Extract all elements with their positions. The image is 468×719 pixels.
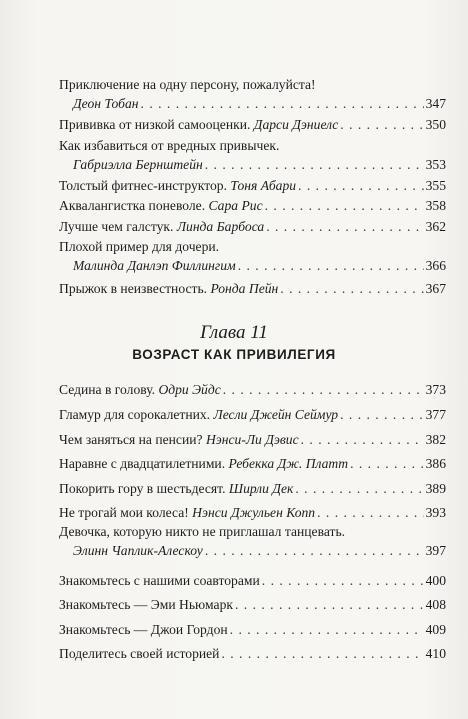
entry-title: Девочка, которую никто не приглашал танцевать. <box>59 524 346 539</box>
leader-dots <box>262 571 424 590</box>
entry-row <box>59 644 446 663</box>
entry-author: Линда Барбоса <box>176 219 265 234</box>
entry-row <box>59 479 446 498</box>
entry-page-number: 362 <box>425 219 446 234</box>
entry-page-number: 397 <box>425 543 446 558</box>
entry-row <box>59 196 446 215</box>
entry-title: Чем заняться на пенсии? <box>59 432 203 447</box>
entry-author: Дарси Дэниелс <box>253 117 339 132</box>
toc-entry <box>59 176 446 195</box>
leader-dots <box>295 479 423 498</box>
entry-row <box>59 176 446 195</box>
chapter-label: Глава 11 <box>200 322 268 343</box>
entry-page-number: 355 <box>425 178 446 193</box>
entry-page-number: 358 <box>425 198 446 213</box>
entry-page-number: 393 <box>425 505 446 520</box>
toc-entry <box>59 503 446 522</box>
entry-title: Гламур для сорокалетних. <box>59 407 211 422</box>
leader-dots <box>223 380 424 399</box>
entry-title: Наравне с двадцатилетними. <box>59 456 226 471</box>
entry-row <box>59 595 446 614</box>
toc-entry <box>59 522 446 560</box>
entry-row <box>59 503 446 522</box>
entry-author: Тоня Абари <box>230 178 297 193</box>
entry-page-number: 400 <box>425 573 446 588</box>
entry-row <box>59 380 446 399</box>
entry-row <box>59 454 446 473</box>
entry-row <box>59 279 446 298</box>
toc-entry <box>59 196 446 215</box>
entry-title: Как избавиться от вредных привычек. <box>59 138 280 153</box>
entry-title: Прививка от низкой самооценки. <box>59 117 251 132</box>
leader-dots <box>265 196 424 215</box>
entry-author: Лесли Джейн Сеймур <box>213 407 339 422</box>
entry-page-number: 410 <box>425 646 446 661</box>
entry-title: Поделитесь своей историей <box>59 646 220 661</box>
toc-entry <box>59 405 446 424</box>
entry-author: Ширли Дек <box>228 481 294 496</box>
entry-page-number: 386 <box>425 456 446 471</box>
entry-page-number: 409 <box>425 622 446 637</box>
entry-row <box>59 541 446 560</box>
leader-dots <box>221 644 423 663</box>
entry-title: Аквалангистка поневоле. <box>59 198 206 213</box>
entry-page-number: 353 <box>425 157 446 172</box>
entry-title: Знакомьтесь — Эми Ньюмарк <box>59 597 233 612</box>
leader-dots <box>298 176 424 195</box>
toc-entry <box>59 237 446 275</box>
toc-entry <box>59 217 446 236</box>
toc-entry <box>59 620 446 639</box>
entry-row <box>59 115 446 134</box>
entry-row <box>59 571 446 590</box>
entry-page-number: 389 <box>425 481 446 496</box>
leader-dots <box>141 94 424 113</box>
entry-title: Плохой пример для дочери. <box>59 239 220 254</box>
entry-row <box>59 430 446 449</box>
toc-entry <box>59 115 446 134</box>
leader-dots <box>235 595 424 614</box>
toc-entry <box>59 595 446 614</box>
entry-title: Знакомьтесь — Джои Гордон <box>59 622 228 637</box>
entry-title: Прыжок в неизвестность. <box>59 281 208 296</box>
entry-row <box>59 620 446 639</box>
toc-entry <box>59 571 446 590</box>
entry-author: Элинн Чаплик-Алескоу <box>73 543 203 558</box>
entry-title: Приключение на одну персону, пожалуйста! <box>59 77 316 92</box>
toc-entry <box>59 279 446 298</box>
entry-author: Габриэлла Бернштейн <box>73 157 203 172</box>
entry-author: Нэнси Джульен Копп <box>192 505 316 520</box>
entry-row <box>59 256 446 275</box>
entry-row <box>59 94 446 113</box>
leader-dots <box>340 405 424 424</box>
entry-title: Седина в голову. <box>59 382 156 397</box>
leader-dots <box>280 279 423 298</box>
leader-dots <box>301 430 424 449</box>
toc-entry <box>59 644 446 663</box>
entry-author: Деон Тобан <box>73 96 139 111</box>
toc-entry <box>59 454 446 473</box>
entry-page-number: 367 <box>425 281 446 296</box>
entry-page-number: 366 <box>425 258 446 273</box>
toc-entry <box>59 430 446 449</box>
entry-title: Знакомьтесь с нашими соавторами <box>59 573 260 588</box>
entry-page-number: 377 <box>425 407 446 422</box>
leader-dots <box>238 256 424 275</box>
entry-author: Ребекка Дж. Платт <box>228 456 349 471</box>
entry-page-number: 350 <box>425 117 446 132</box>
entry-title: Покорить гору в шестьдесят. <box>59 481 226 496</box>
entry-page-number: 373 <box>425 382 446 397</box>
leader-dots <box>317 503 424 522</box>
entry-row <box>59 405 446 424</box>
entry-author: Одри Эйдс <box>158 382 221 397</box>
toc-entry <box>59 75 446 113</box>
entry-author: Малинда Данлэп Филлингим <box>73 258 236 273</box>
entry-row <box>59 217 446 236</box>
entry-page-number: 347 <box>425 96 446 111</box>
toc-entry <box>59 479 446 498</box>
entry-author: Сара Рис <box>208 198 263 213</box>
leader-dots <box>205 155 424 174</box>
entry-page-number: 408 <box>425 597 446 612</box>
entry-title: Толстый фитнес-инструктор. <box>59 178 227 193</box>
entry-author: Ронда Пейн <box>210 281 279 296</box>
toc-entry <box>59 380 446 399</box>
leader-dots <box>230 620 424 639</box>
leader-dots <box>205 541 424 560</box>
entry-author: Нэнси-Ли Дэвис <box>205 432 299 447</box>
entry-page-number: 382 <box>425 432 446 447</box>
toc-entry <box>59 136 446 174</box>
leader-dots <box>350 454 424 473</box>
chapter-title: ВОЗРАСТ КАК ПРИВИЛЕГИЯ <box>132 347 336 362</box>
entry-title: Лучше чем галстук. <box>59 219 174 234</box>
leader-dots <box>340 115 423 134</box>
leader-dots <box>266 217 423 236</box>
entry-row <box>59 155 446 174</box>
entry-title: Не трогай мои колеса! <box>59 505 189 520</box>
